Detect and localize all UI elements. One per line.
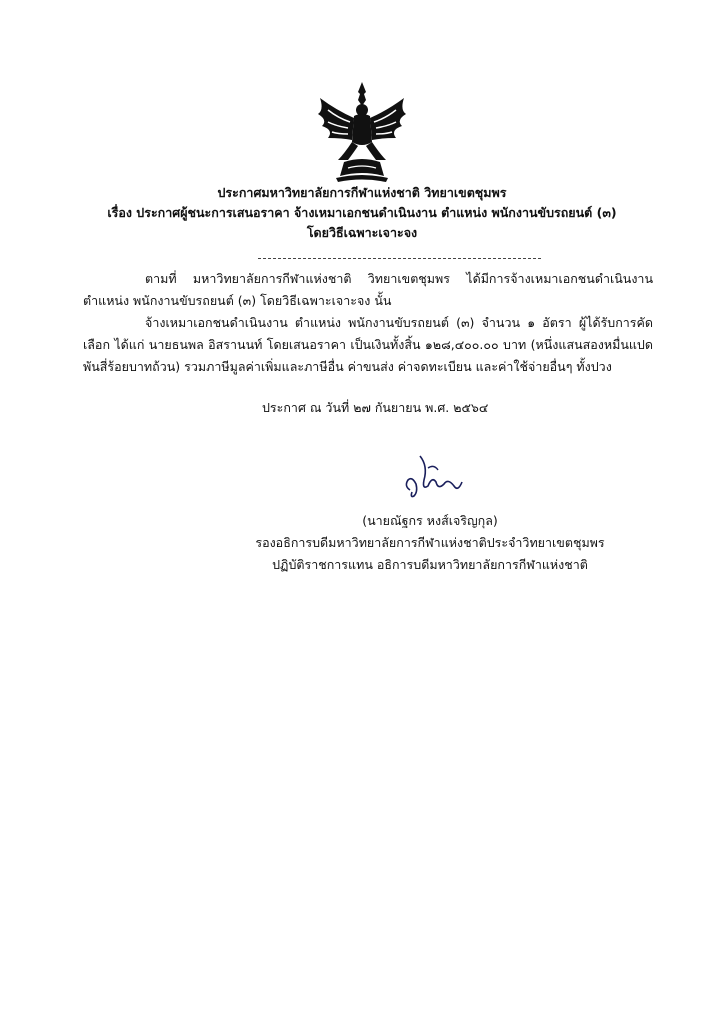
title-line-2: เรื่อง ประกาศผู้ชนะการเสนอราคา จ้างเหมาเอกชนดำเนินงาน ตำแหน่ง พนักงานขับรถยนต์ (๓) — [107, 205, 617, 220]
title-line-3: โดยวิธีเฉพาะเจาะจง — [306, 225, 418, 240]
signer-name: (นายณัฐกร หงส์เจริญกุล) — [362, 513, 498, 528]
garuda-emblem-icon — [314, 80, 410, 184]
handwritten-signature-icon — [398, 446, 478, 502]
signer-position-1: รองอธิการบดีมหาวิทยาลัยการกีฬาแห่งชาติประจำวิทยาเขตชุมพร — [255, 535, 605, 550]
dashed-divider — [258, 258, 541, 259]
announce-date: ประกาศ ณ วันที่ ๒๗ กันยายน พ.ศ. ๒๕๖๔ — [262, 400, 489, 415]
signer-block — [230, 510, 630, 576]
signer-position-2: ปฏิบัติราชการแทน อธิการบดีมหาวิทยาลัยการกีฬาแห่งชาติ — [272, 557, 588, 572]
paragraph-1: ตามที่ มหาวิทยาลัยการกีฬาแห่งชาติ วิทยาเขตชุมพร ได้มีการจ้างเหมาเอกชนดำเนินงาน ตำแหน่ง พนักงานขับรถยนต์ (๓) โดยวิธีเฉพาะเจาะจง นั้น — [83, 271, 653, 308]
announcement-body — [83, 268, 653, 378]
announcement-title — [60, 183, 664, 243]
title-line-1: ประกาศมหาวิทยาลัยการกีฬาแห่งชาติ วิทยาเขตชุมพร — [217, 185, 507, 200]
paragraph-2: จ้างเหมาเอกชนดำเนินงาน ตำแหน่ง พนักงานขับรถยนต์ (๓) จำนวน ๑ อัตรา ผู้ได้รับการคัดเลือก ได้แก่ นายธนพล อิสรานนท์ โดยเสนอราคา เป็นเงินทั้งสิ้น ๑๒๘,๔๐๐.๐๐ บาท (หนึ่งแสนสองหมื่นแปดพันสี่ร้อยบาทถ้วน) รวมภาษีมูลค่าเพิ่มและภาษีอื่น ค่าขนส่ง ค่าจดทะเบียน และค่าใช้จ่ายอื่นๆ ทั้งปวง — [83, 315, 653, 374]
